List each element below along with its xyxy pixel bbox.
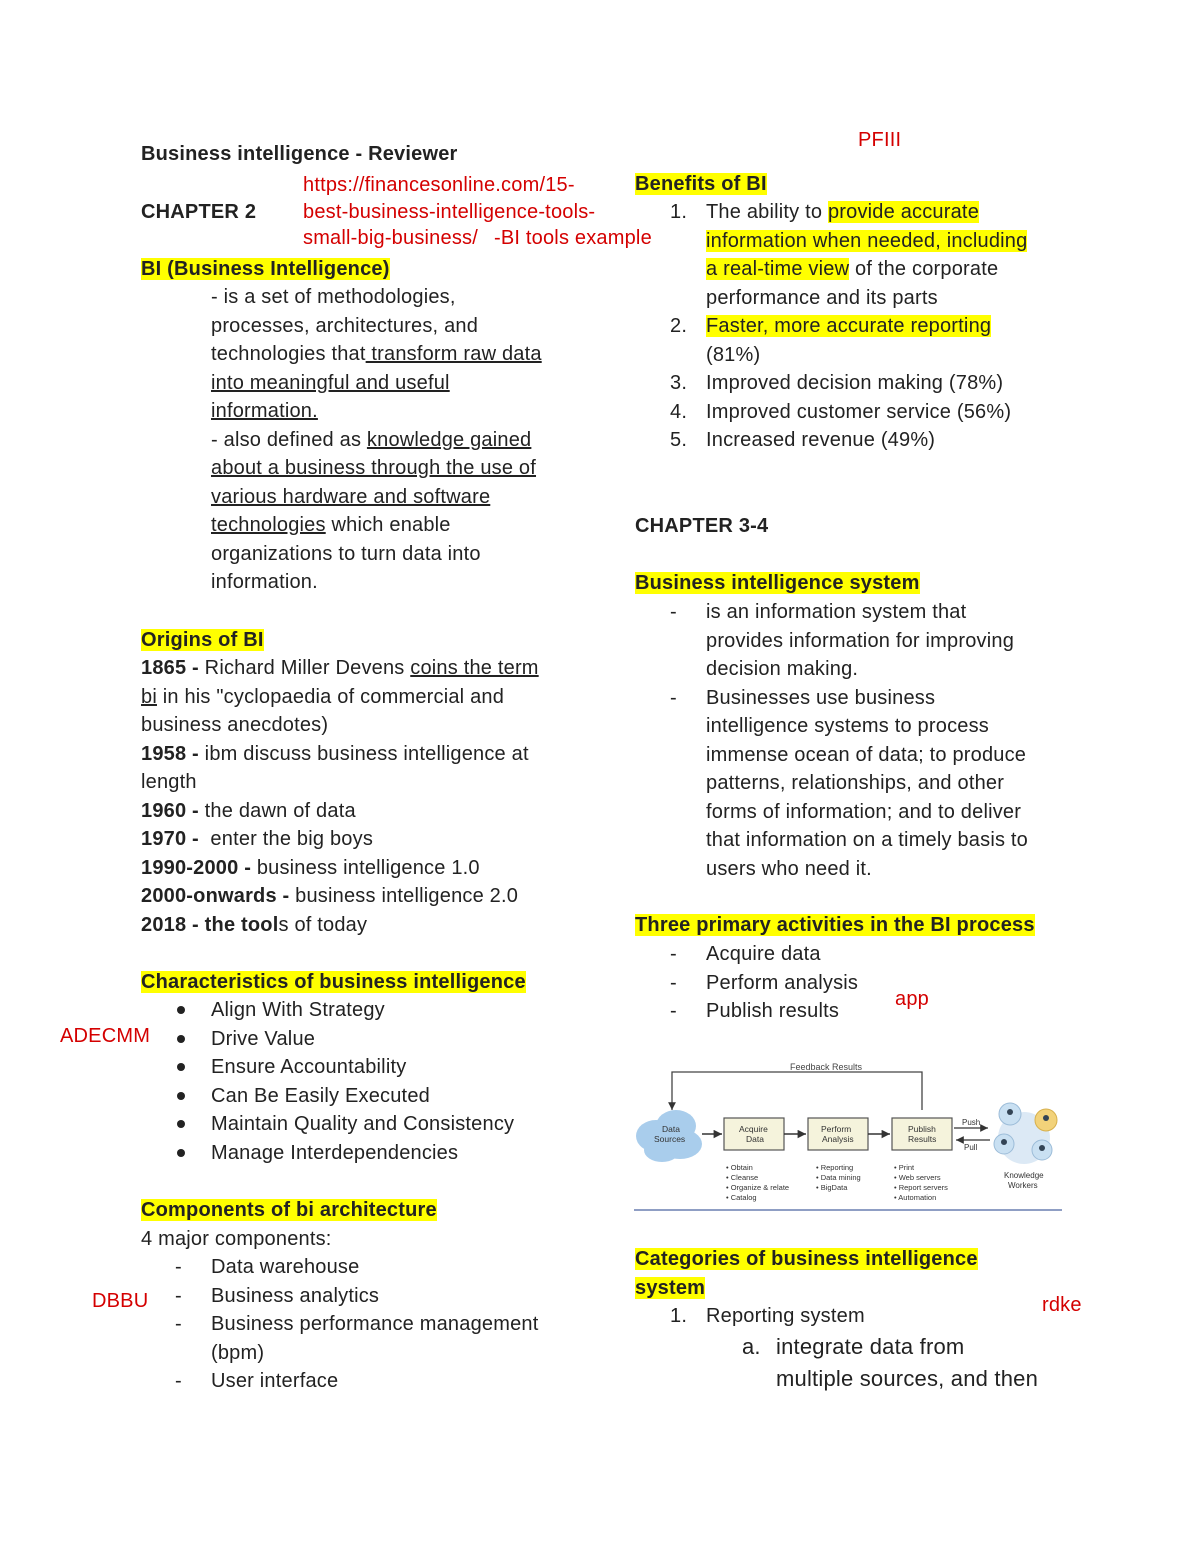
feedback-arrow xyxy=(672,1072,922,1110)
list-item: - Acquire data xyxy=(670,943,821,965)
link-line-2: best-business-intelligence-tools- xyxy=(303,200,596,223)
list-item: 2. Faster, more accurate reporting xyxy=(670,315,992,337)
bi-heading: BI (Business Intelligence) xyxy=(141,258,390,280)
annotation-dbbu: DBBU xyxy=(92,1290,149,1312)
components-heading: Components of bi architecture xyxy=(141,1199,437,1221)
list-item: - Data warehouse xyxy=(175,1256,360,1278)
svg-text:• Cleanse: • Cleanse xyxy=(726,1173,759,1182)
svg-text:• BigData: • BigData xyxy=(816,1183,848,1192)
list-item: - is an information system that xyxy=(670,601,967,623)
annotation-pfiii: PFIII xyxy=(858,129,902,151)
svg-text:Workers: Workers xyxy=(1008,1181,1038,1190)
list-item: - Perform analysis xyxy=(670,971,859,994)
list-item: Ensure Accountability xyxy=(211,1053,406,1082)
bi-process-diagram xyxy=(632,1048,1064,1214)
svg-text:• Catalog: • Catalog xyxy=(726,1193,757,1202)
svg-text:Acquire: Acquire xyxy=(739,1124,768,1134)
svg-text:Sources: Sources xyxy=(654,1134,686,1144)
svg-text:Results: Results xyxy=(908,1134,937,1144)
bi-system-heading: Business intelligence system xyxy=(635,572,920,594)
pull-label: Pull xyxy=(964,1143,978,1152)
chapter-3-4-heading: CHAPTER 3-4 xyxy=(635,515,769,537)
list-item: - Business analytics xyxy=(175,1284,380,1307)
list-item: Maintain Quality and Consistency xyxy=(211,1110,514,1139)
svg-text:• Reporting: • Reporting xyxy=(816,1163,854,1172)
list-item: Align With Strategy xyxy=(211,996,385,1025)
list-item: Can Be Easily Executed xyxy=(211,1082,430,1111)
svg-text:• Obtain: • Obtain xyxy=(726,1163,753,1172)
svg-text:Data: Data xyxy=(746,1134,764,1144)
activities-heading: Three primary activities in the BI process xyxy=(635,914,1035,936)
list-item: - Publish results xyxy=(670,1000,840,1022)
svg-text:• Print: • Print xyxy=(894,1163,915,1172)
annotation-app: app xyxy=(895,988,929,1010)
list-item: Drive Value xyxy=(211,1025,315,1054)
chapter-2-heading: CHAPTER 2 xyxy=(141,201,257,223)
list-item: - Businesses use business xyxy=(670,686,936,709)
svg-text:• Organize & relate: • Organize & relate xyxy=(726,1183,790,1192)
svg-text:Analysis: Analysis xyxy=(822,1134,854,1144)
annotation-adecmm: ADECMM xyxy=(60,1025,151,1047)
svg-text:• Web servers: • Web servers xyxy=(894,1173,941,1182)
data-sources-cloud xyxy=(636,1110,702,1162)
svg-text:Publish: Publish xyxy=(908,1124,936,1134)
categories-heading: Categories of business intelligence system xyxy=(635,1248,978,1299)
list-item: - Business performance management xyxy=(175,1313,539,1335)
svg-text:Data: Data xyxy=(662,1124,680,1134)
bi-tools-link[interactable] xyxy=(303,172,652,252)
svg-text:Knowledge: Knowledge xyxy=(1004,1171,1044,1180)
svg-text:• Data mining: • Data mining xyxy=(816,1173,861,1182)
benefits-heading: Benefits of BI xyxy=(635,173,767,195)
svg-text:• Automation: • Automation xyxy=(894,1193,937,1202)
components-intro: 4 major components: xyxy=(141,1228,332,1250)
page-title: Business intelligence - Reviewer xyxy=(141,143,458,165)
category-reporting-detail: a. integrate data from multiple sources, and then xyxy=(742,1334,1039,1391)
knowledge-workers-icon xyxy=(994,1103,1057,1190)
svg-text:Perform: Perform xyxy=(821,1124,852,1134)
category-reporting-system: 1. Reporting system xyxy=(670,1305,865,1327)
list-item: 3. Improved decision making (78%) xyxy=(670,372,1004,394)
list-item: 4. Improved customer service (56%) xyxy=(670,400,1012,423)
characteristics-heading: Characteristics of business intelligence xyxy=(141,971,526,993)
link-line-1: https://financesonline.com/15- xyxy=(303,174,575,196)
link-line-3: small-big-business/ xyxy=(303,227,478,249)
origins-heading: Origins of BI xyxy=(141,629,264,651)
push-label: Push xyxy=(962,1118,981,1127)
feedback-label: Feedback Results xyxy=(790,1062,863,1072)
annotation-rdke: rdke xyxy=(1042,1294,1082,1316)
list-item: (bpm) xyxy=(211,1341,265,1364)
list-item: 5. Increased revenue (49%) xyxy=(670,429,936,451)
list-item: Manage Interdependencies xyxy=(211,1139,458,1168)
list-item: - User interface xyxy=(175,1370,339,1392)
list-item: 1. The ability to provide accurate xyxy=(670,201,980,223)
svg-text:• Report servers: • Report servers xyxy=(894,1183,948,1192)
link-note: -BI tools example xyxy=(493,227,652,249)
